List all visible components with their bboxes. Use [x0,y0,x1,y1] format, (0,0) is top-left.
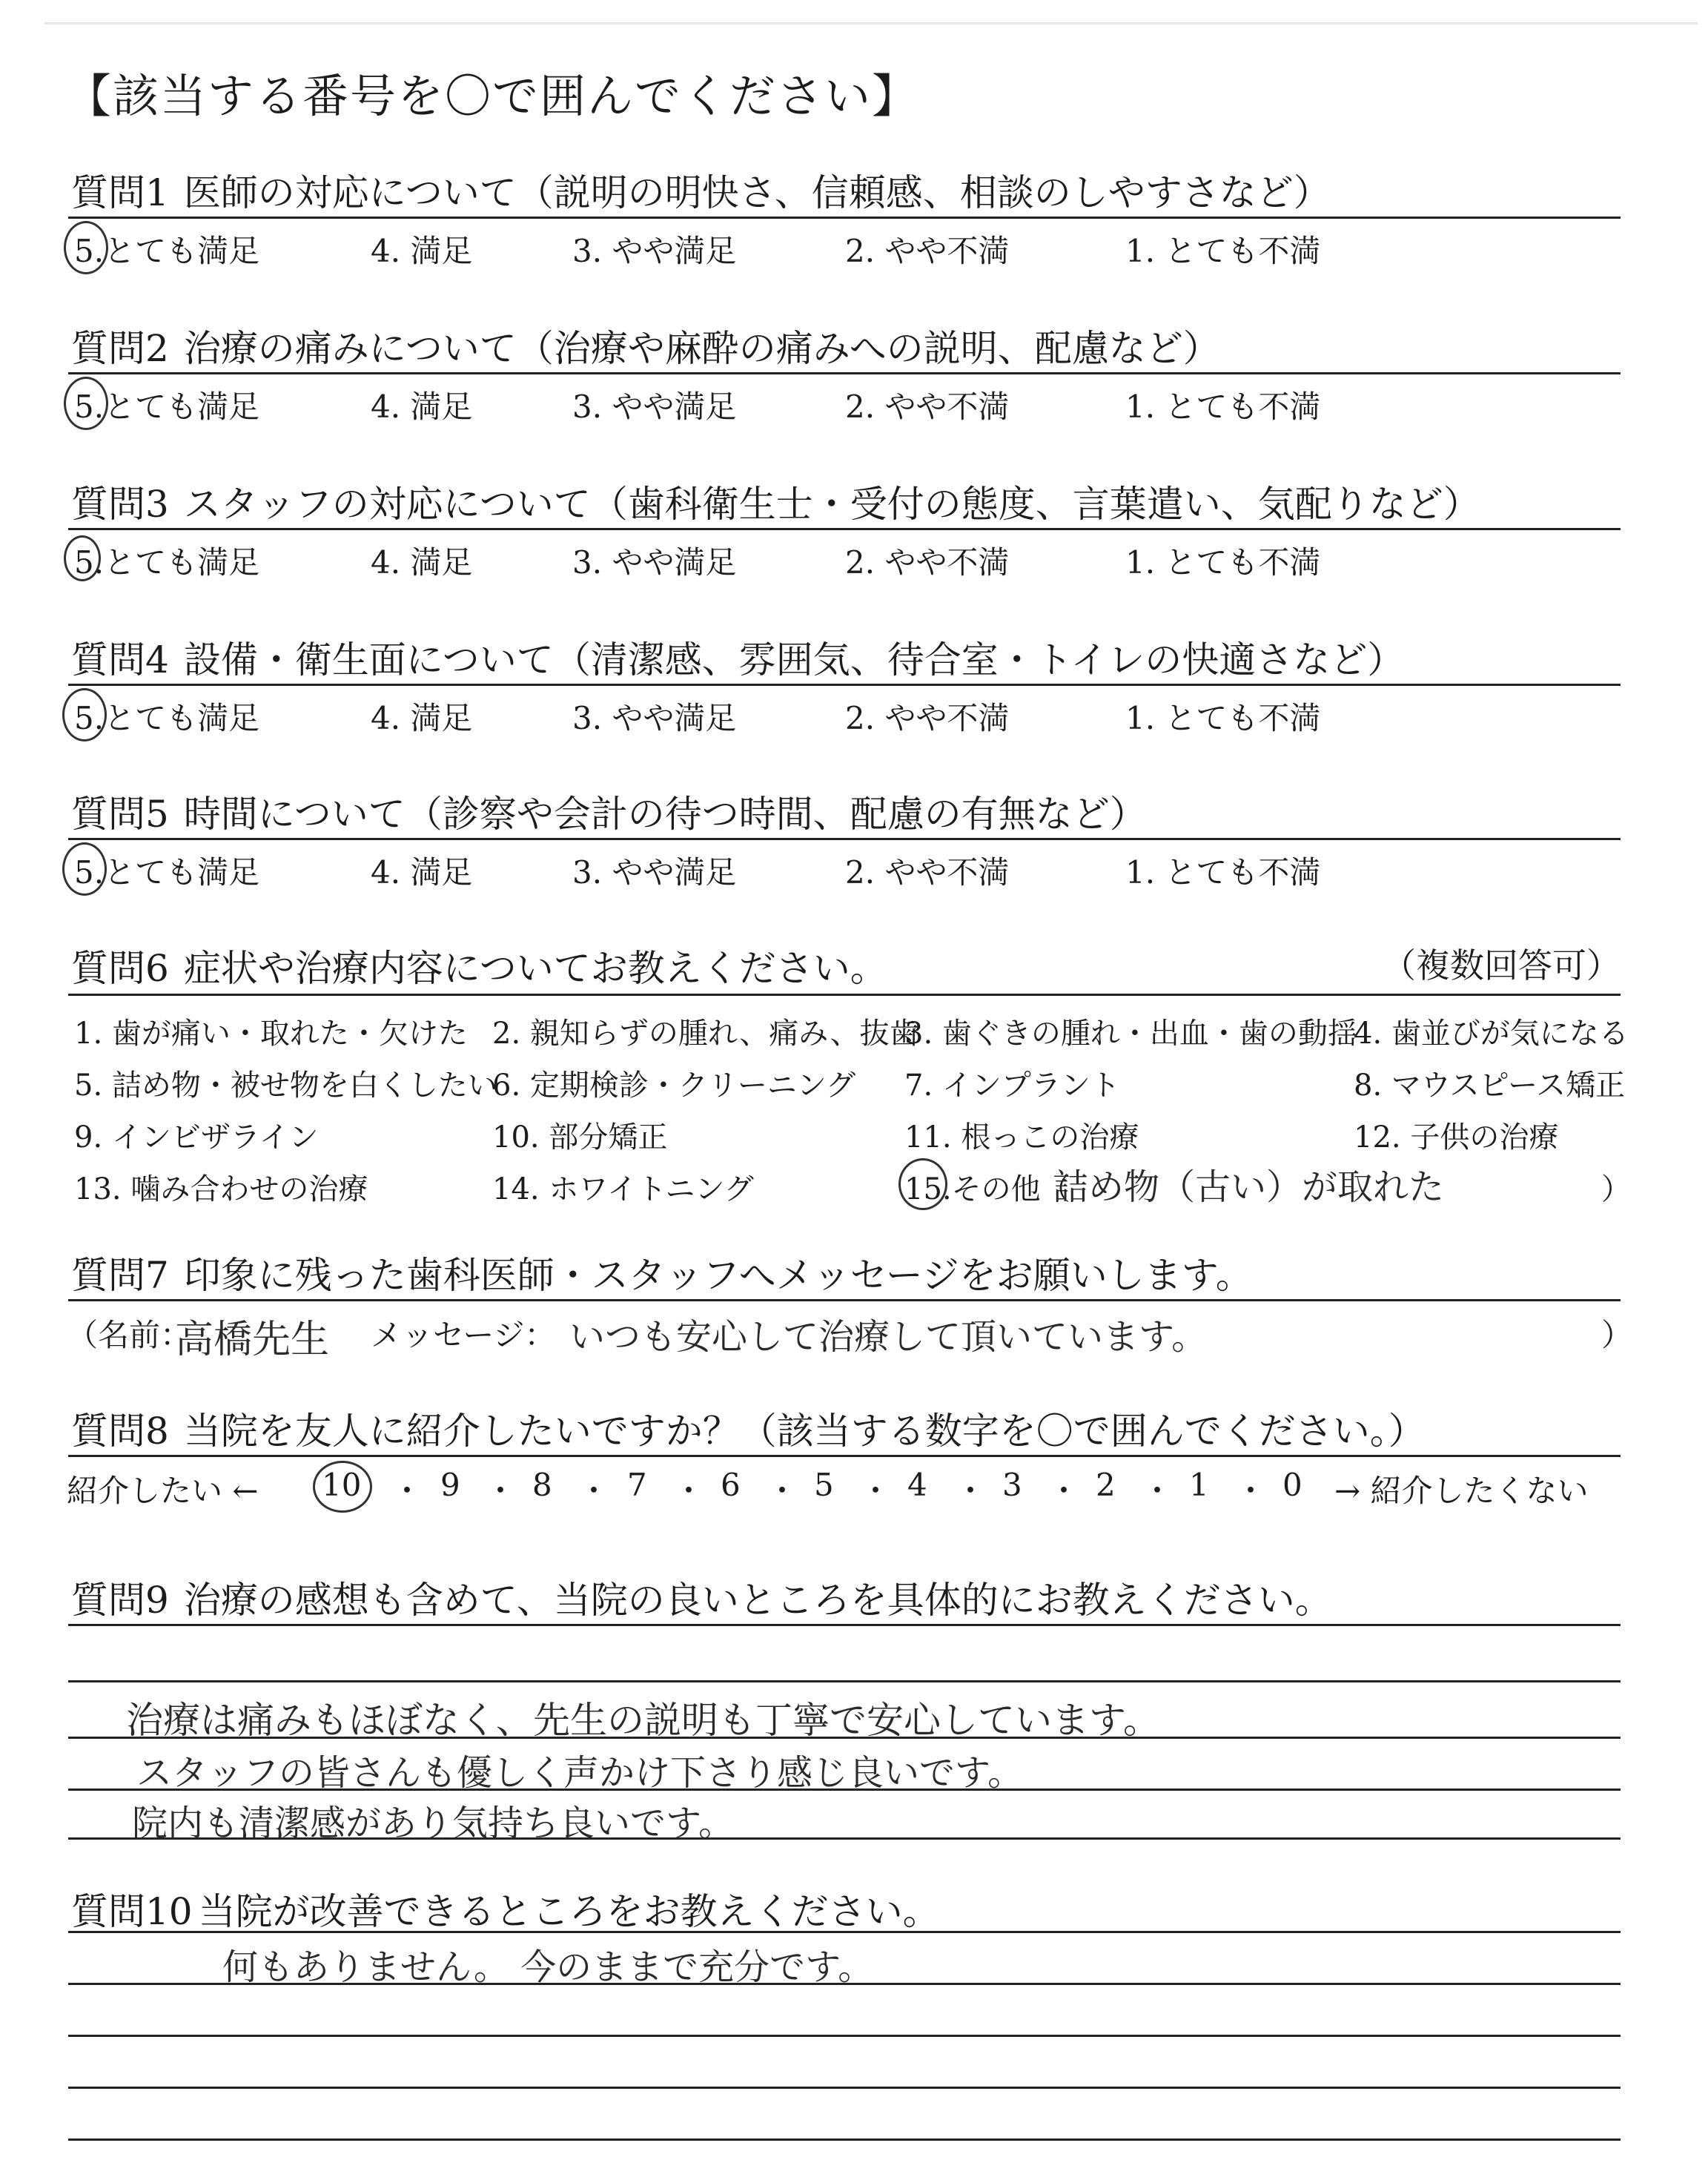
option-2[interactable]: 2. やや不満 [845,854,1010,891]
question-number: 質問4 [71,638,169,681]
scale-3[interactable]: 3 [1002,1467,1022,1503]
scale-dot: ・ [673,1473,705,1509]
option-3[interactable]: 3. やや満足 [572,544,737,581]
scale-left-label: 紹介したい ← [67,1473,259,1509]
question-text: 時間について（診察や会計の待つ時間、配慮の有無など） [183,793,1147,836]
message-value[interactable]: いつも安心して治療して頂いています。 [569,1316,1208,1358]
question-divider [68,684,1621,686]
scale-dot: ・ [767,1473,798,1509]
scale-5[interactable]: 5 [814,1467,834,1503]
scale-dot: ・ [578,1473,610,1509]
question-number: 質問5 [71,793,169,836]
answer-line [68,1737,1621,1739]
symptom-option[interactable]: 2. 親知らずの腫れ、痛み、抜歯 [492,1017,919,1051]
question-title [71,1882,940,1935]
question-title [71,630,1404,684]
option-1[interactable]: 1. とても不満 [1125,544,1321,581]
scale-8[interactable]: 8 [532,1467,552,1503]
scale-dot: ・ [1142,1473,1174,1509]
option-5[interactable]: 5.とても満足 [74,233,260,269]
symptom-option[interactable]: 11. 根っこの治療 [904,1120,1139,1155]
option-5[interactable]: 5.とても満足 [74,700,260,736]
option-1[interactable]: 1. とても不満 [1125,233,1321,269]
question-number: 質問1 [71,171,169,214]
question-divider [68,994,1621,996]
answer-line [68,1837,1621,1840]
page-header: 【該当する番号を〇で囲んでください】 [65,69,920,123]
option-2[interactable]: 2. やや不満 [845,233,1010,269]
question-text: 設備・衛生面について（清潔感、雰囲気、待合室・トイレの快適さなど） [183,638,1405,681]
name-label: （名前： [67,1317,192,1353]
scale-2[interactable]: 2 [1096,1467,1116,1503]
multiple-answer-note: （複数回答可） [1382,945,1621,985]
question-divider [68,1299,1621,1301]
question-number: 質問8 [71,1410,169,1453]
question-title [71,785,1147,838]
answer-line [68,1983,1621,1985]
question-title [71,1401,1426,1455]
question-divider [68,528,1621,530]
question-title [71,1246,1253,1299]
question-number: 質問6 [71,947,169,990]
question-text: スタッフの対応について（歯科衛生士・受付の態度、言葉遣い、気配りなど） [183,483,1480,526]
option-5[interactable]: 5.とても満足 [74,544,260,581]
question-number: 質問2 [71,327,169,370]
question-divider [68,1455,1621,1457]
scale-dot: ・ [955,1473,987,1509]
scale-4[interactable]: 4 [907,1467,927,1503]
question-divider [68,838,1621,840]
option-1[interactable]: 1. とても不満 [1125,389,1321,425]
question-title [71,475,1480,528]
close-paren: ） [1601,1317,1633,1353]
question-text: 印象に残った歯科医師・スタッフへメッセージをお願いします。 [183,1254,1253,1297]
scale-6[interactable]: 6 [721,1467,741,1503]
symptom-option[interactable]: 5. 詰め物・被せ物を白くしたい [74,1069,497,1103]
scale-dot: ・ [1235,1473,1267,1509]
symptom-option[interactable]: 6. 定期検診・クリーニング [492,1069,856,1103]
option-4[interactable]: 4. 満足 [371,233,473,269]
symptom-option[interactable]: 4. 歯並びが気になる [1354,1017,1629,1051]
top-divider [44,22,1698,24]
scale-right-label: → 紹介したくない [1334,1473,1589,1509]
option-4[interactable]: 4. 満足 [371,854,473,891]
scale-dot: ・ [485,1473,517,1509]
question-title [71,163,1331,217]
option-3[interactable]: 3. やや満足 [572,700,737,736]
scale-dot: ・ [391,1473,423,1509]
option-1[interactable]: 1. とても不満 [1125,700,1321,736]
answer-line [68,2138,1621,2141]
question-text: 当院が改善できるところをお教えください。 [198,1890,940,1933]
question-text: 治療の感想も含めて、当院の良いところを具体的にお教えください。 [183,1579,1332,1622]
question-number: 質問10 [71,1890,193,1933]
option-4[interactable]: 4. 満足 [371,700,473,736]
option-1[interactable]: 1. とても不満 [1125,854,1321,891]
question-text: 当院を友人に紹介したいですか？（該当する数字を〇で囲んでください。） [183,1410,1426,1453]
symptom-option[interactable]: 9. インビザライン [74,1120,319,1155]
option-5[interactable]: 5.とても満足 [74,389,260,425]
answer-line [68,1789,1621,1791]
answer-line [68,2087,1621,2089]
answer-line [68,2035,1621,2037]
symptom-option[interactable]: 1. 歯が痛い・取れた・欠けた [74,1017,468,1051]
symptom-option[interactable]: 7. インプラント [904,1069,1120,1103]
answer-line [68,1680,1621,1682]
message-label: メッセージ： [371,1317,556,1353]
name-value[interactable]: 高橋先生 [175,1318,330,1362]
other-handwritten-answer: 詰め物（古い）が取れた [1053,1166,1445,1208]
option-5[interactable]: 5.とても満足 [74,854,260,891]
good-points-line-3[interactable]: 院内も清潔感があり気持ち良いです。 [132,1803,735,1844]
symptom-option-other[interactable]: 15.その他（ [904,1172,1070,1206]
question-divider [68,217,1621,219]
option-3[interactable]: 3. やや満足 [572,854,737,891]
option-3[interactable]: 3. やや満足 [572,389,737,425]
symptom-option[interactable]: 8. マウスピース矯正 [1354,1069,1626,1103]
scale-0[interactable]: 0 [1282,1467,1302,1503]
question-text: 症状や治療内容についてお教えください。 [183,947,887,990]
option-3[interactable]: 3. やや満足 [572,233,737,269]
question-title [71,1571,1332,1624]
question-number: 質問9 [71,1579,169,1622]
option-2[interactable]: 2. やや不満 [845,700,1010,736]
question-text: 医師の対応について（説明の明快さ、信頼感、相談のしやすさなど） [183,171,1331,214]
scale-10[interactable]: 10 [322,1467,362,1503]
improvement-line-1[interactable]: 何もありません。 今のままで充分です。 [222,1946,874,1988]
question-text: 治療の痛みについて（治療や麻酔の痛みへの説明、配慮など） [183,327,1220,370]
symptom-option[interactable]: 3. 歯ぐきの腫れ・出血・歯の動揺 [904,1017,1357,1051]
option-2[interactable]: 2. やや不満 [845,544,1010,581]
answer-line [68,1624,1621,1626]
symptom-option[interactable]: 14. ホワイトニング [492,1172,754,1206]
symptom-option[interactable]: 12. 子供の治療 [1354,1120,1559,1155]
answer-line [68,1931,1621,1933]
scale-dot: ・ [860,1473,892,1509]
question-title [71,319,1220,372]
close-paren: ） [1601,1172,1631,1206]
question-title [71,939,887,992]
good-points-line-1[interactable]: 治療は痛みもほぼなく、先生の説明も丁寧で安心しています。 [126,1699,1160,1742]
scale-dot: ・ [1048,1473,1080,1509]
question-number: 質問3 [71,483,169,526]
option-2[interactable]: 2. やや不満 [845,389,1010,425]
question-number: 質問7 [71,1254,169,1297]
scale-1[interactable]: 1 [1189,1467,1209,1503]
option-4[interactable]: 4. 満足 [371,389,473,425]
symptom-option[interactable]: 10. 部分矯正 [492,1120,668,1155]
scale-9[interactable]: 9 [440,1467,460,1503]
option-4[interactable]: 4. 満足 [371,544,473,581]
symptom-option[interactable]: 13. 噛み合わせの治療 [74,1172,368,1206]
good-points-line-2[interactable]: スタッフの皆さんも優しく声かけ下さり感じ良いです。 [136,1752,1024,1794]
scale-7[interactable]: 7 [627,1467,647,1503]
question-divider [68,372,1621,374]
